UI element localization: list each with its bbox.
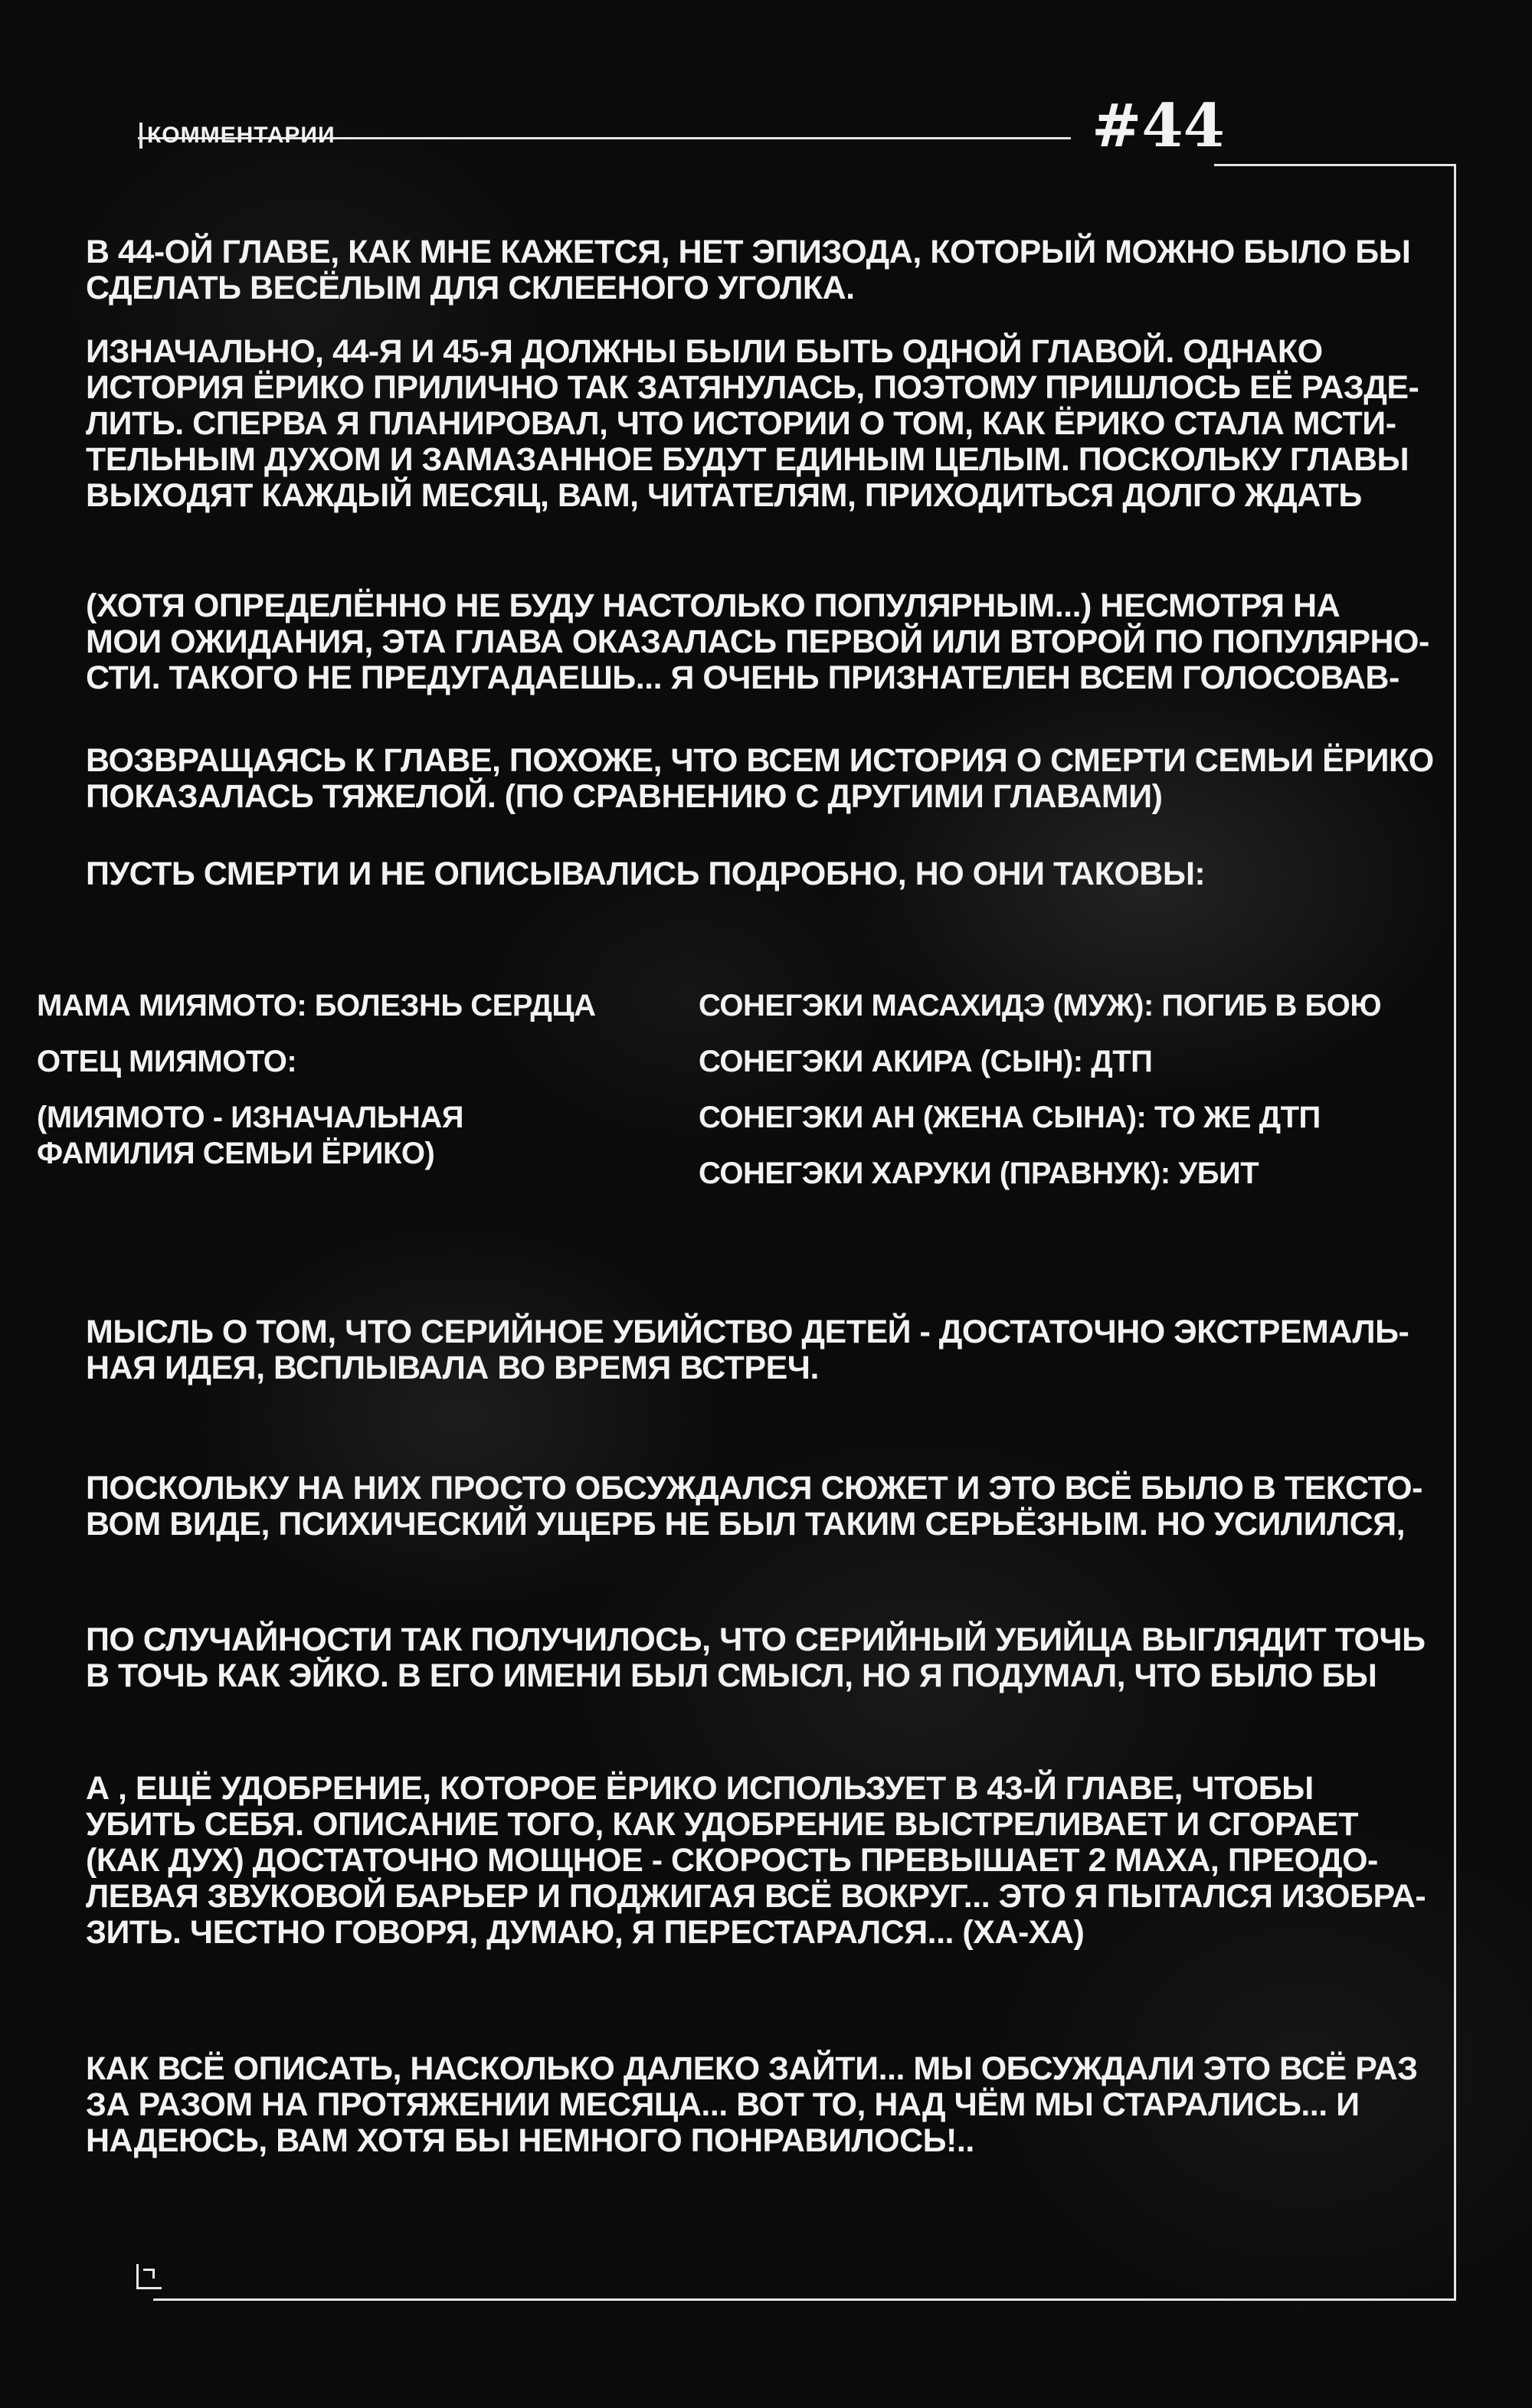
corner-ornament-icon	[136, 2264, 162, 2289]
paragraph-eiko: ПО СЛУЧАЙНОСТИ ТАК ПОЛУЧИЛОСЬ, ЧТО СЕРИЙНЫЙ УБИЙЦА ВЫГЛЯДИТ ТОЧЬ В ТОЧЬ КАК ЭЙКО. В ЕГО ИМЕНИ БЫЛ СМЫСЛ, НО Я ПОДУМАЛ, ЧТО БЫЛО БЫ	[86, 1621, 1426, 1694]
paragraph-chapter-split: ИЗНАЧАЛЬНО, 44-Я И 45-Я ДОЛЖНЫ БЫЛИ БЫТЬ ОДНОЙ ГЛАВОЙ. ОДНАКО ИСТОРИЯ ЁРИКО ПРИЛИЧНО ТАК ЗАТЯНУЛАСЬ, ПОЭТОМУ ПРИШЛОСЬ ЕЁ РАЗДЕ- ЛИТЬ. СПЕРВА Я ПЛАНИРОВАЛ, ЧТО ИСТОРИИ О ТОМ, КАК ЁРИКО СТАЛА МСТИ- ТЕЛЬНЫМ ДУХОМ И ЗАМАЗАННОЕ БУДУТ ЕДИНЫМ ЦЕЛЫМ. ПОСКОЛЬКУ ГЛАВЫ ВЫХОДЯТ КАЖДЫЙ МЕСЯЦ, ВАМ, ЧИТАТЕЛЯМ, ПРИХОДИТЬСЯ ДОЛГО ЖДАТЬ	[86, 333, 1419, 514]
list-item: (МИЯМОТО - ИЗНАЧАЛЬНАЯ ФАМИЛИЯ СЕМЬИ ЁРИКО)	[37, 1101, 464, 1170]
deaths-list-left	[37, 988, 665, 1192]
paragraph-closing: КАК ВСЁ ОПИСАТЬ, НАСКОЛЬКО ДАЛЕКО ЗАЙТИ... МЫ ОБСУЖДАЛИ ЭТО ВСЁ РАЗ ЗА РАЗОМ НА ПРОТЯЖЕНИИ МЕСЯЦА... ВОТ ТО, НАД ЧЁМ МЫ СТАРАЛИСЬ... И НАДЕЮСЬ, ВАМ ХОТЯ БЫ НЕМНОГО ПОНРАВИЛОСЬ!..	[86, 2050, 1418, 2159]
list-item: СОНЕГЭКИ ХАРУКИ (ПРАВНУК): УБИТ	[699, 1157, 1259, 1190]
list-item: ОТЕЦ МИЯМОТО:	[37, 1045, 297, 1078]
paragraph-text-form: ПОСКОЛЬКУ НА НИХ ПРОСТО ОБСУЖДАЛСЯ СЮЖЕТ И ЭТО ВСЁ БЫЛО В ТЕКСТО- ВОМ ВИДЕ, ПСИХИЧЕСКИЙ УЩЕРБ НЕ БЫЛ ТАКИМ СЕРЬЁЗНЫМ. НО УСИЛИЛСЯ,	[86, 1470, 1422, 1543]
deaths-list-right	[699, 988, 1457, 1212]
paragraph-popularity: (ХОТЯ ОПРЕДЕЛЁННО НЕ БУДУ НАСТОЛЬКО ПОПУЛЯРНЫМ...) НЕСМОТРЯ НА МОИ ОЖИДАНИЯ, ЭТА ГЛАВА ОКАЗАЛАСЬ ПЕРВОЙ ИЛИ ВТОРОЙ ПО ПОПУЛЯРНО- СТИ. ТАКОГО НЕ ПРЕДУГАДАЕШЬ... Я ОЧЕНЬ ПРИЗНАТЕЛЕН ВСЕМ ГОЛОСОВАВ-	[86, 587, 1429, 696]
frame-right-top-line	[1214, 164, 1456, 166]
section-label: КОММЕНТАРИИ	[139, 123, 336, 149]
list-item: МАМА МИЯМОТО: БОЛЕЗНЬ СЕРДЦА	[37, 989, 596, 1022]
frame-bottom-line	[153, 2298, 1456, 2301]
paragraph-intro: В 44-ОЙ ГЛАВЕ, КАК МНЕ КАЖЕТСЯ, НЕТ ЭПИЗОДА, КОТОРЫЙ МОЖНО БЫЛО БЫ СДЕЛАТЬ ВЕСЁЛЫМ ДЛЯ СКЛЕЕНОГО УГОЛКА.	[86, 234, 1411, 306]
list-item: СОНЕГЭКИ АКИРА (СЫН): ДТП	[699, 1045, 1153, 1078]
frame-right-line	[1454, 164, 1456, 2301]
paragraph-serial-killing: МЫСЛЬ О ТОМ, ЧТО СЕРИЙНОЕ УБИЙСТВО ДЕТЕЙ - ДОСТАТОЧНО ЭКСТРЕМАЛЬ- НАЯ ИДЕЯ, ВСПЛЫВАЛА ВО ВРЕМЯ ВСТРЕЧ.	[86, 1314, 1409, 1386]
paragraph-fertilizer: А , ЕЩЁ УДОБРЕНИЕ, КОТОРОЕ ЁРИКО ИСПОЛЬЗУЕТ В 43-Й ГЛАВЕ, ЧТОБЫ УБИТЬ СЕБЯ. ОПИСАНИЕ ТОГО, КАК УДОБРЕНИЕ ВЫСТРЕЛИВАЕТ И СГОРАЕТ (КАК ДУХ) ДОСТАТОЧНО МОЩНОЕ - СКОРОСТЬ ПРЕВЫШАЕТ 2 МАХА, ПРЕОДО- ЛЕВАЯ ЗВУКОВОЙ БАРЬЕР И ПОДЖИГАЯ ВСЁ ВОКРУГ... ЭТО Я ПЫТАЛСЯ ИЗОБРА- ЗИТЬ. ЧЕСТНО ГОВОРЯ, ДУМАЮ, Я ПЕРЕСТАРАЛСЯ... (ХА-ХА)	[86, 1770, 1426, 1951]
list-item: СОНЕГЭКИ АН (ЖЕНА СЫНА): ТО ЖЕ ДТП	[699, 1101, 1321, 1134]
list-item: СОНЕГЭКИ МАСАХИДЭ (МУЖ): ПОГИБ В БОЮ	[699, 989, 1382, 1022]
paragraph-family-death: ВОЗВРАЩАЯСЬ К ГЛАВЕ, ПОХОЖЕ, ЧТО ВСЕМ ИСТОРИЯ О СМЕРТИ СЕМЬИ ЁРИКО ПОКАЗАЛАСЬ ТЯЖЕЛОЙ. (ПО СРАВНЕНИЮ С ДРУГИМИ ГЛАВАМИ)	[86, 742, 1434, 815]
paragraph-deaths-intro: ПУСТЬ СМЕРТИ И НЕ ОПИСЫВАЛИСЬ ПОДРОБНО, НО ОНИ ТАКОВЫ:	[86, 856, 1206, 892]
chapter-number: #44	[1092, 91, 1225, 161]
